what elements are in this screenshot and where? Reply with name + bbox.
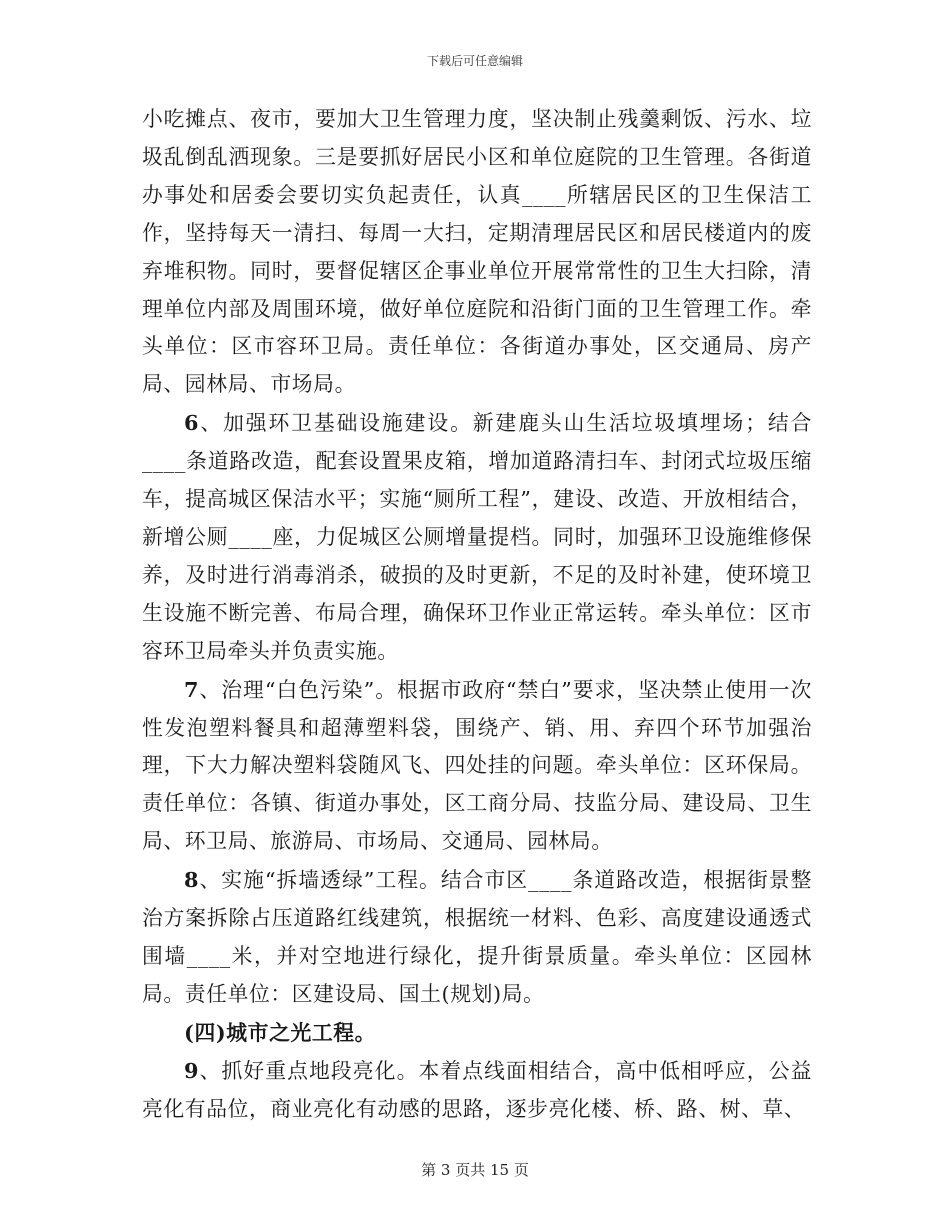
item-number: 8	[184, 867, 200, 893]
document-body	[142, 101, 812, 1128]
paragraph-text: 、治理“白色污染”。根据市政府“禁白”要求，坚决禁止使用一次性发泡塑料餐具和超薄塑料袋，围绕产、销、用、弃四个环节加强治理，下大力解决塑料袋随风飞、四处挂的问题。牵头单位：区环保局。责任单位：各镇、街道办事处，区工商分局、技监分局、建设局、卫生局、环卫局、旅游局、市场局、交通局、园林局。	[142, 677, 812, 854]
paragraph-item-9	[142, 1052, 812, 1129]
item-number: 9	[184, 1057, 200, 1083]
page-header: 下载后可任意编辑	[426, 54, 523, 68]
paragraph-text: 、抓好重点地段亮化。本着点线面相结合，高中低相呼应，公益亮化有品位，商业亮化有动感的思路，逐步亮化楼、桥、路、树、草、	[142, 1058, 812, 1121]
paragraph-item-7	[142, 671, 812, 862]
paragraph-text: 、加强环卫基础设施建设。新建鹿头山生活垃圾填埋场；结合____条道路改造，配套设置果皮箱，增加道路清扫车、封闭式垃圾压缩车，提高城区保洁水平；实施“厕所工程”，建设、改造、开放相结合，新增公厕____座，力促城区公厕增量提档。同时，加强环卫设施维修保养，及时进行消毒消杀，破损的及时更新，不足的及时补建，使环境卫生设施不断完善、布局合理，确保环卫作业正常运转。牵头单位：区市容环卫局牵头并负责实施。	[142, 411, 812, 663]
paragraph-continued	[142, 101, 812, 404]
item-number: 6	[184, 410, 200, 436]
section-heading: (四)城市之光工程。	[184, 1019, 377, 1045]
page-footer: 第 3 页共 15 页	[421, 1161, 529, 1179]
paragraph-item-6	[142, 404, 812, 670]
paragraph-text: 、实施“拆墙透绿”工程。结合市区____条道路改造，根据街景整治方案拆除占压道路红线建筑，根据统一材料、色彩、高度建设通透式围墙____米，并对空地进行绿化，提升街景质量。牵头单位：区园林局。责任单位：区建设局、国土(规划)局。	[142, 868, 812, 1006]
paragraph-text: 小吃摊点、夜市，要加大卫生管理力度，坚决制止残羹剩饭、污水、垃圾乱倒乱洒现象。三是要抓好居民小区和单位庭院的卫生管理。各街道办事处和居委会要切实负起责任，认真____所辖居民区的卫生保洁工作，坚持每天一清扫、每周一大扫，定期清理居民区和居民楼道内的废弃堆积物。同时，要督促辖区企事业单位开展常常性的卫生大扫除，清理单位内部及周围环境，做好单位庭院和沿街门面的卫生管理工作。牵头单位：区市容环卫局。责任单位：各街道办事处，区交通局、房产局、园林局、市场局。	[142, 107, 812, 397]
item-number: 7	[184, 676, 200, 702]
paragraph-item-8	[142, 861, 812, 1014]
